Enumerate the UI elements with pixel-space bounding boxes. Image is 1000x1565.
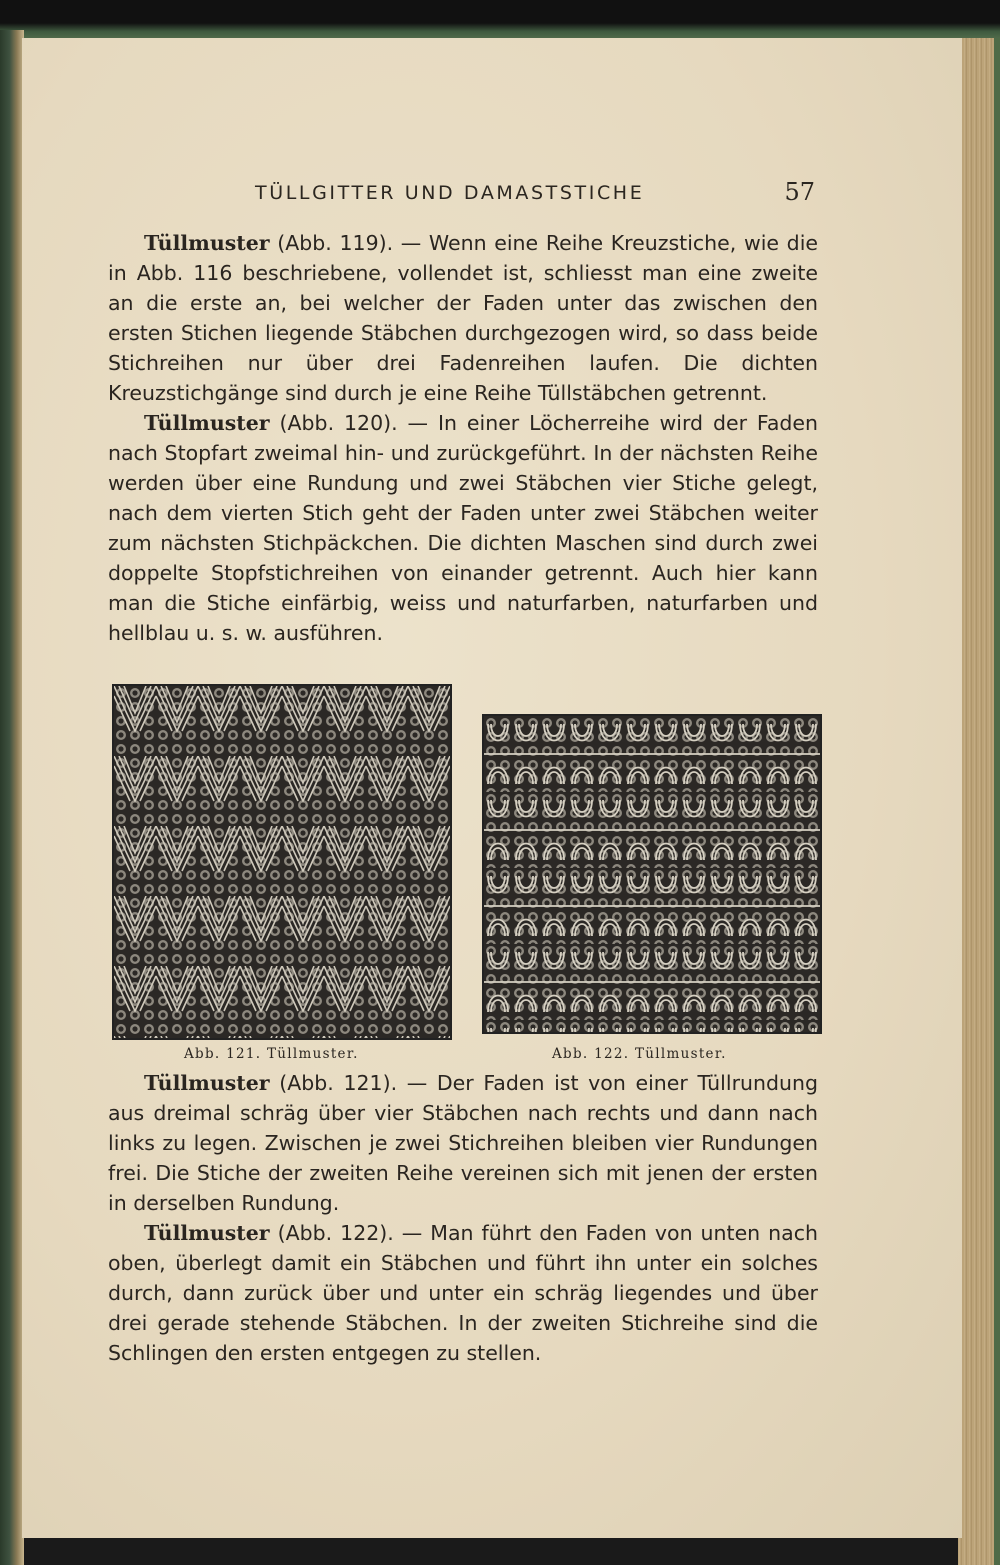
paragraph-term: Tüllmuster [144,231,270,255]
page-edges [958,38,1000,1565]
header-title: TÜLLGITTER UND DAMASTSTICHE [255,182,645,204]
paragraph-abb-122 [108,1218,818,1368]
paragraph-term: Tüllmuster [144,1221,270,1245]
body-text-top [108,228,818,648]
book-binding-top [0,0,1000,42]
paragraph-term: Tüllmuster [144,411,270,435]
paragraph-abb-119 [108,228,818,408]
paragraph-text: (Abb. 121). — Der Faden ist von einer Tüllrundung aus dreimal schräg über vier Stäbchen nach rechts und dann nach links zu legen. Zwischen je zwei Stichreihen bleiben vier Rundungen frei. Die Stiche der zweiten Reihe vereinen sich mit jenen der ersten in derselben Rundung. [108,1071,818,1215]
figure-121-image [112,684,452,1040]
running-header [255,180,815,210]
body-text-bottom [108,1068,818,1368]
book-binding-left [0,30,24,1565]
paragraph-text: (Abb. 119). — Wenn eine Reihe Kreuzstiche, wie die in Abb. 116 beschriebene, vollendet ist, schliesst man eine zweite an die erste an, bei welcher der Faden unter das zwischen den ersten Stichen liegende Stäbchen durchgezogen wird, so dass beide Stichreihen nur über drei Fadenreihen laufen. Die dichten Kreuzstichgänge sind durch je eine Reihe Tüllstäbchen getrennt. [108,231,818,405]
figure-121-caption: Abb. 121. Tüllmuster. [184,1046,359,1062]
paragraph-abb-121 [108,1068,818,1218]
page-number: 57 [784,178,815,206]
paragraph-text: (Abb. 120). — In einer Löcherreihe wird der Faden nach Stopfart zweimal hin- und zurückgeführt. In der nächsten Reihe werden über eine Rundung und zwei Stäbchen vier Stiche gelegt, nach dem vierten Stich geht der Faden unter zwei Stäbchen weiter zum nächsten Stichpäckchen. Die dichten Maschen sind durch zwei doppelte Stopfstichreihen von einander getrennt. Auch hier kann man die Stiche einfärbig, weiss und naturfarben, naturfarben und hellblau u. s. w. ausführen. [108,411,818,645]
paragraph-abb-120 [108,408,818,648]
figure-122-caption: Abb. 122. Tüllmuster. [552,1046,727,1062]
paragraph-text: (Abb. 122). — Man führt den Faden von unten nach oben, überlegt damit ein Stäbchen und führt ihn unter ein solches durch, dann zurück über und unter ein schräg liegendes und über drei gerade stehende Stäbchen. In der zweiten Stichreihe sind die Schlingen den ersten entgegen zu stellen. [108,1221,818,1365]
paragraph-term: Tüllmuster [144,1071,270,1095]
figure-122-image [482,714,822,1034]
